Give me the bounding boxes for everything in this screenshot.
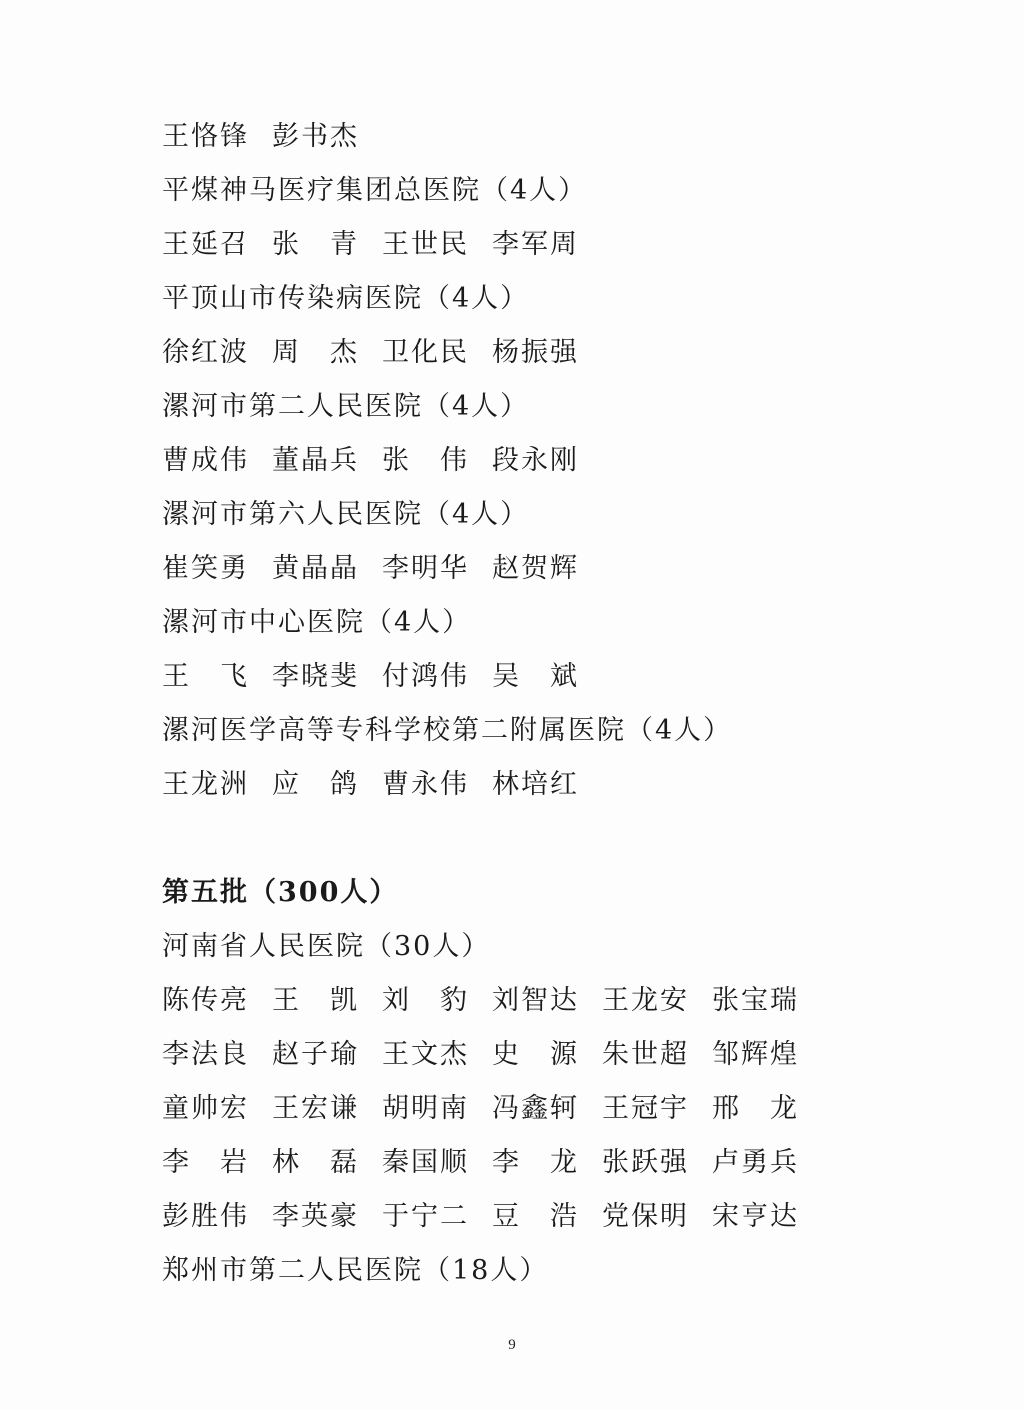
person-name: 付鸿伟: [382, 661, 469, 692]
name-row: [162, 1082, 922, 1136]
person-name: 邹辉煌: [712, 1039, 799, 1070]
person-name: 王冠宇: [602, 1093, 689, 1124]
person-name: 胡明南: [382, 1093, 469, 1124]
person-name: 李法良: [162, 1039, 249, 1070]
person-name: 豆 浩: [492, 1201, 579, 1232]
person-name: 王宏谦: [272, 1093, 359, 1124]
name-row: [162, 1028, 922, 1082]
person-name: 王世民: [382, 229, 469, 260]
name-row: [162, 218, 922, 272]
person-name: 李 龙: [492, 1147, 579, 1178]
person-name: 王龙安: [602, 985, 689, 1016]
name-row: [162, 326, 922, 380]
hospital-heading: 漯河医学高等专科学校第二附属医院（4人）: [162, 715, 733, 746]
name-row: [162, 1190, 922, 1244]
person-name: 黄晶晶: [272, 553, 359, 584]
person-name: 卫化民: [382, 337, 469, 368]
person-name: 李英豪: [272, 1201, 359, 1232]
person-name: 张 伟: [382, 445, 469, 476]
person-name: 秦国顺: [382, 1147, 469, 1178]
person-name: 邢 龙: [712, 1093, 799, 1124]
person-name: 赵贺辉: [492, 553, 579, 584]
name-row: [162, 650, 922, 704]
batch-heading: 第五批（300人）: [162, 877, 399, 908]
person-name: 段永刚: [492, 445, 579, 476]
person-name: 李明华: [382, 553, 469, 584]
person-name: 彭胜伟: [162, 1201, 249, 1232]
name-row: [162, 110, 922, 164]
name-row: [162, 974, 922, 1028]
person-name: 王恪锋: [162, 121, 249, 152]
name-row: [162, 758, 922, 812]
person-name: 李 岩: [162, 1147, 249, 1178]
page-number: 9: [508, 1337, 516, 1353]
person-name: 王文杰: [382, 1039, 469, 1070]
person-name: 王 凯: [272, 985, 359, 1016]
person-name: 陈传亮: [162, 985, 249, 1016]
hospital-heading: 平顶山市传染病医院（4人）: [162, 283, 530, 314]
person-name: 彭书杰: [272, 121, 359, 152]
person-name: 李晓斐: [272, 661, 359, 692]
person-name: 王 飞: [162, 661, 249, 692]
person-name: 崔笑勇: [162, 553, 249, 584]
hospital-heading: 郑州市第二人民医院（18人）: [162, 1255, 549, 1286]
person-name: 林 磊: [272, 1147, 359, 1178]
person-name: 朱世超: [602, 1039, 689, 1070]
person-name: 张跃强: [602, 1147, 689, 1178]
person-name: 曹永伟: [382, 769, 469, 800]
person-name: 张 青: [272, 229, 359, 260]
name-row: [162, 542, 922, 596]
document-body: [162, 110, 922, 1298]
person-name: 刘 豹: [382, 985, 469, 1016]
person-name: 应 鸽: [272, 769, 359, 800]
hospital-heading: 漯河市第六人民医院（4人）: [162, 499, 530, 530]
person-name: 杨振强: [492, 337, 579, 368]
person-name: 宋亨达: [712, 1201, 799, 1232]
person-name: 李军周: [492, 229, 579, 260]
person-name: 周 杰: [272, 337, 359, 368]
person-name: 林培红: [492, 769, 579, 800]
person-name: 徐红波: [162, 337, 249, 368]
person-name: 王延召: [162, 229, 249, 260]
name-row: [162, 1136, 922, 1190]
person-name: 曹成伟: [162, 445, 249, 476]
person-name: 卢勇兵: [712, 1147, 799, 1178]
person-name: 吴 斌: [492, 661, 579, 692]
person-name: 董晶兵: [272, 445, 359, 476]
person-name: 史 源: [492, 1039, 579, 1070]
person-name: 冯鑫轲: [492, 1093, 579, 1124]
person-name: 张宝瑞: [712, 985, 799, 1016]
person-name: 赵子瑜: [272, 1039, 359, 1070]
hospital-heading: 漯河市中心医院（4人）: [162, 607, 472, 638]
person-name: 童帅宏: [162, 1093, 249, 1124]
hospital-heading: 平煤神马医疗集团总医院（4人）: [162, 175, 588, 206]
section-gap: [162, 812, 922, 866]
hospital-heading: 河南省人民医院（30人）: [162, 931, 491, 962]
hospital-heading: 漯河市第二人民医院（4人）: [162, 391, 530, 422]
name-row: [162, 434, 922, 488]
person-name: 刘智达: [492, 985, 579, 1016]
person-name: 王龙洲: [162, 769, 249, 800]
person-name: 于宁二: [382, 1201, 469, 1232]
person-name: 党保明: [602, 1201, 689, 1232]
